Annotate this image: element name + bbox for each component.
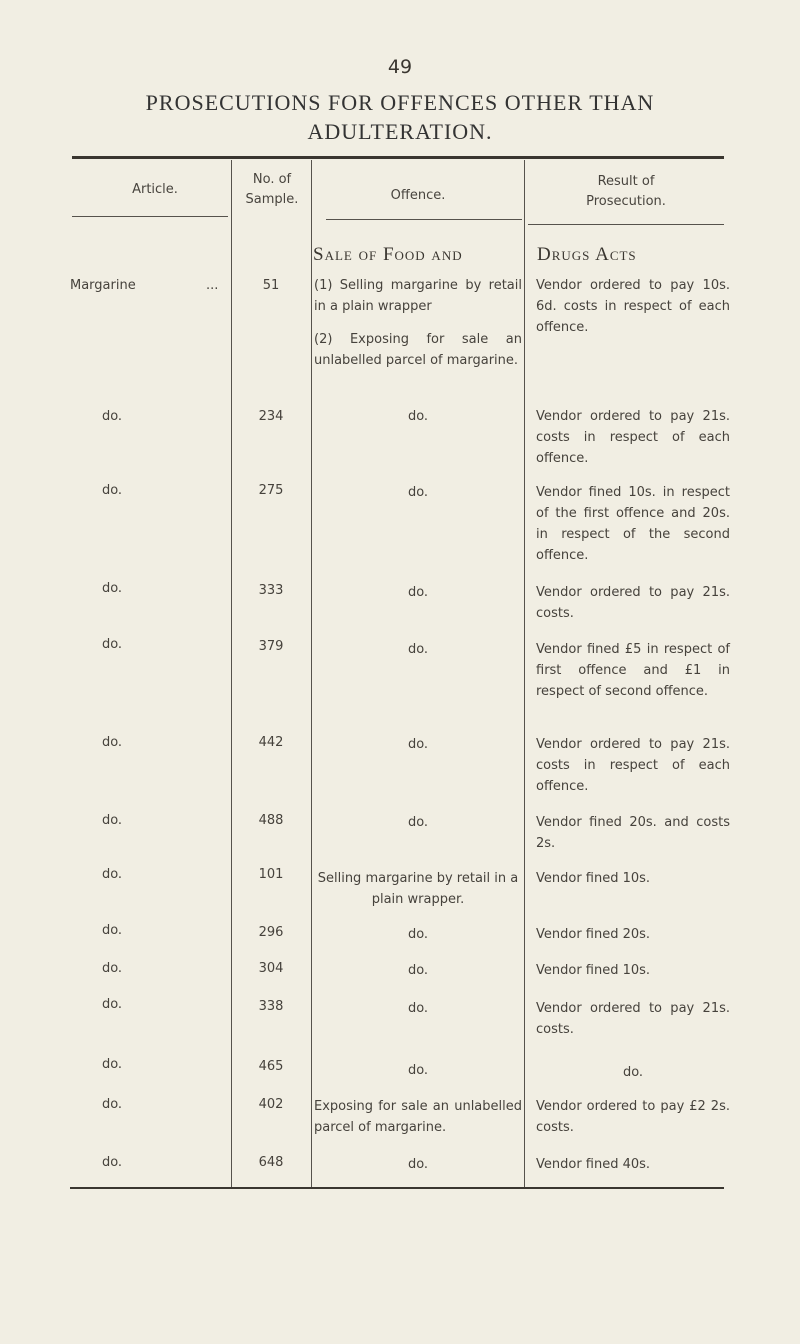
result-text: Vendor ordered to pay 21s. costs in respect of each offence. bbox=[536, 409, 730, 466]
sample-number: 275 bbox=[258, 483, 284, 498]
result-text: Vendor ordered to pay 21s. costs in respect of each offence. bbox=[536, 737, 730, 794]
header-underline bbox=[528, 224, 724, 225]
header-result bbox=[526, 172, 726, 212]
title-line-1: PROSECUTIONS FOR OFFENCES OTHER THAN bbox=[145, 90, 655, 115]
article-value: do. bbox=[101, 813, 123, 828]
sample-number: 296 bbox=[258, 925, 284, 940]
offence-text: do. bbox=[407, 815, 429, 830]
result-text: Vendor fined 20s. and costs 2s. bbox=[536, 815, 730, 851]
offence-text bbox=[314, 275, 522, 371]
sample-number: 304 bbox=[258, 961, 284, 976]
article-value: do. bbox=[101, 997, 123, 1012]
offence-text: Selling margarine by retail in a plain wrapper. bbox=[317, 871, 519, 907]
result-text: Vendor fined 10s. bbox=[536, 963, 651, 978]
page-title bbox=[60, 88, 740, 146]
page-number: 49 bbox=[387, 56, 413, 78]
sample-number: 234 bbox=[258, 409, 284, 424]
section-heading-right: Drugs Acts bbox=[537, 244, 637, 265]
section-heading bbox=[313, 244, 733, 266]
offence-text: do. bbox=[407, 409, 429, 424]
offence-text: do. bbox=[407, 737, 429, 752]
offence-part-2: (2) Exposing for sale an unlabelled parcel of margarine. bbox=[314, 332, 522, 368]
sample-number: 51 bbox=[262, 278, 280, 293]
offence-text: do. bbox=[407, 585, 429, 600]
article-value: Margarine bbox=[70, 278, 136, 293]
result-text: Vendor ordered to pay £2 2s. costs. bbox=[536, 1099, 730, 1135]
article-value: do. bbox=[101, 867, 123, 882]
result-text: Vendor fined £5 in respect of first offence and £1 in respect of second offence. bbox=[536, 642, 730, 699]
header-offence: Offence. bbox=[390, 188, 446, 203]
sample-number: 465 bbox=[258, 1059, 284, 1074]
header-result-line-1: Result of bbox=[597, 174, 655, 189]
result-text: Vendor fined 10s. in respect of the first offence and 20s. in respect of the second offence. bbox=[536, 485, 730, 563]
header-underline bbox=[326, 219, 522, 220]
result-text: Vendor fined 10s. bbox=[536, 871, 651, 886]
offence-part-1: (1) Selling margarine by retail in a plain wrapper bbox=[314, 278, 522, 314]
offence-text: do. bbox=[407, 485, 429, 500]
sample-number: 402 bbox=[258, 1097, 284, 1112]
title-line-2: ADULTERATION. bbox=[307, 119, 493, 144]
offence-text: do. bbox=[407, 642, 429, 657]
section-heading-left: Sale of Food and bbox=[313, 244, 463, 265]
column-divider bbox=[524, 160, 525, 1187]
article-value: do. bbox=[101, 1057, 123, 1072]
header-result-line-2: Prosecution. bbox=[586, 194, 666, 209]
header-sample-line-1: No. of bbox=[252, 172, 292, 187]
result-text: Vendor fined 40s. bbox=[536, 1157, 651, 1172]
article-value: do. bbox=[101, 735, 123, 750]
offence-text: do. bbox=[407, 1157, 429, 1172]
leader-dots: ... bbox=[206, 278, 219, 293]
offence-text: do. bbox=[407, 1063, 429, 1078]
header-article: Article. bbox=[132, 182, 178, 197]
sample-number: 648 bbox=[258, 1155, 284, 1170]
table-top-rule bbox=[72, 156, 724, 159]
offence-text: Exposing for sale an unlabelled parcel of margarine. bbox=[314, 1099, 522, 1135]
article-value: do. bbox=[101, 1097, 123, 1112]
column-divider bbox=[311, 160, 312, 1187]
result-text: Vendor ordered to pay 10s. 6d. costs in respect of each offence. bbox=[536, 278, 730, 335]
result-text: Vendor ordered to pay 21s. costs. bbox=[536, 1001, 730, 1037]
table-row-article bbox=[70, 275, 230, 296]
sample-number: 379 bbox=[258, 639, 284, 654]
sample-number: 101 bbox=[258, 867, 284, 882]
sample-number: 442 bbox=[258, 735, 284, 750]
result-text: Vendor ordered to pay 21s. costs. bbox=[536, 585, 730, 621]
table-bottom-rule bbox=[70, 1187, 724, 1189]
column-divider bbox=[231, 160, 232, 1187]
sample-number: 338 bbox=[258, 999, 284, 1014]
offence-text: do. bbox=[407, 1001, 429, 1016]
header-sample bbox=[232, 170, 312, 210]
article-value: do. bbox=[101, 409, 123, 424]
article-value: do. bbox=[101, 1155, 123, 1170]
article-value: do. bbox=[101, 961, 123, 976]
sample-number: 488 bbox=[258, 813, 284, 828]
offence-text: do. bbox=[407, 963, 429, 978]
sample-number: 333 bbox=[258, 583, 284, 598]
article-value: do. bbox=[101, 483, 123, 498]
offence-text: do. bbox=[407, 927, 429, 942]
result-text: Vendor fined 20s. bbox=[536, 927, 651, 942]
article-value: do. bbox=[101, 637, 123, 652]
article-value: do. bbox=[101, 923, 123, 938]
header-sample-line-2: Sample. bbox=[245, 192, 299, 207]
article-value: do. bbox=[101, 581, 123, 596]
header-underline bbox=[72, 216, 228, 217]
result-text: do. bbox=[622, 1065, 644, 1080]
